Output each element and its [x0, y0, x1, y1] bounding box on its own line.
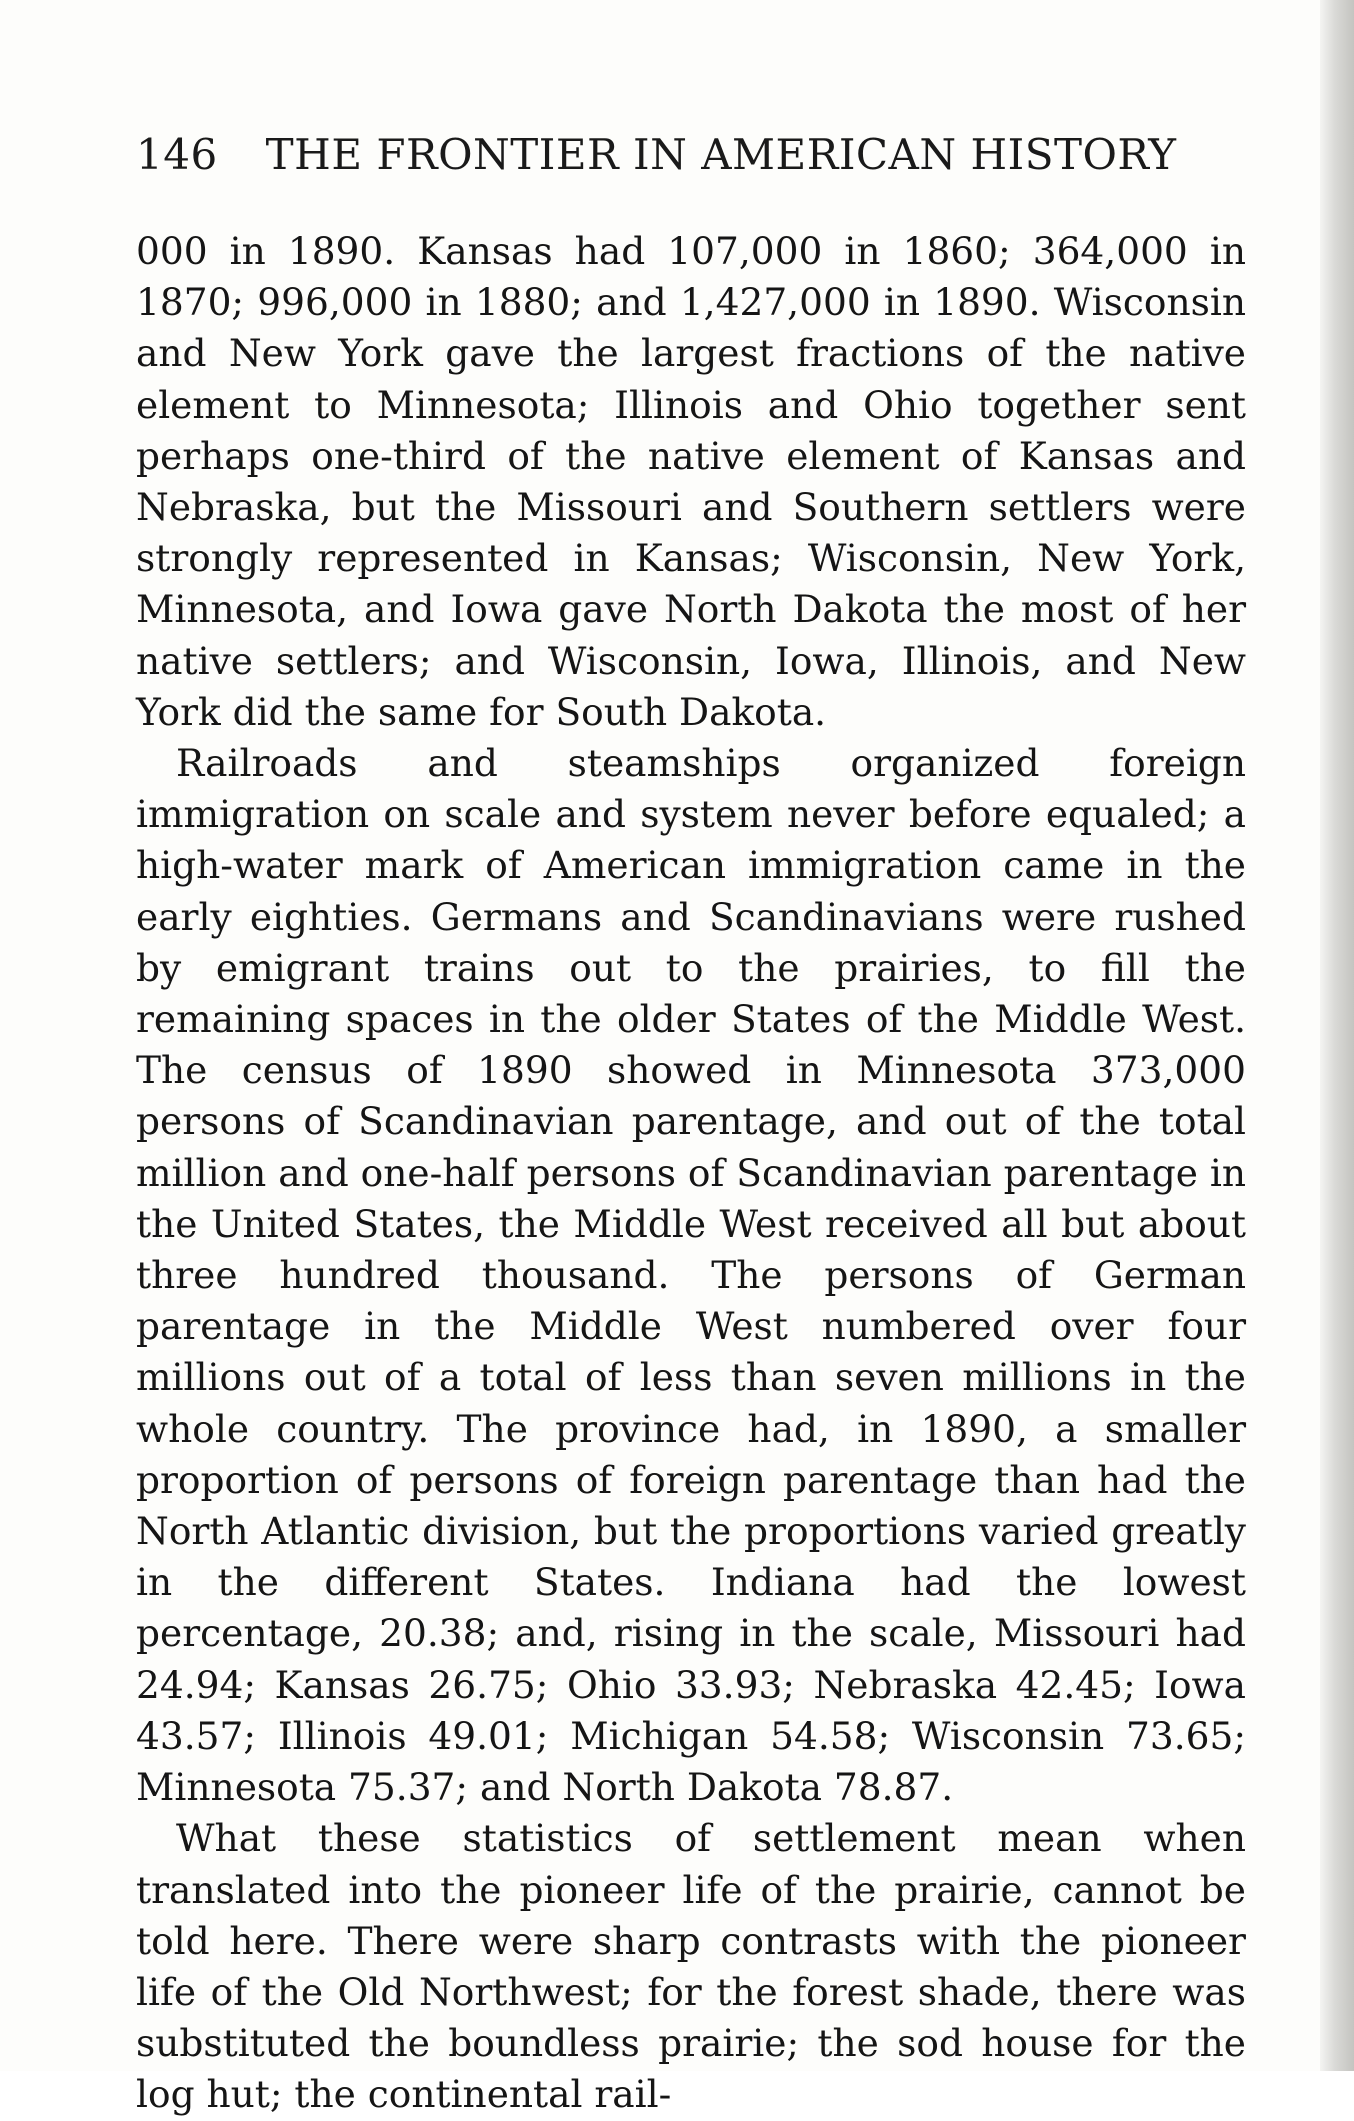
page-header [136, 130, 1246, 179]
running-title: THE FRONTIER IN AMERICAN HISTORY [265, 130, 1177, 179]
paragraph: What these statistics of settlement mean when translated into the pioneer life of the prairie, cannot be told here. There were sharp contrasts with the pioneer life of the Old Northwest; for the forest shade, there was substituted the boundless prairie; the sod house for the log hut; the continental rail- [136, 1816, 1246, 2117]
paragraph: Railroads and steamships organized foreign immigration on scale and system never before equaled; a high-water mark of American immigration came in the early eighties. Germans and Scandinavians were rushed by emigrant trains out to the prairies, to fill the remaining spaces in the older States of the Middle West. The census of 1890 showed in Minnesota 373,000 persons of Scandinavian parentage, and out of the total million and one-half persons of Scandinavian parentage in the United States, the Middle West received all but about three hundred thousand. The persons of German parentage in the Middle West numbered over four millions out of a total of less than seven millions in the whole country. The province had, in 1890, a smaller proportion of persons of foreign parentage than had the North Atlantic division, but the proportions varied greatly in the different States. Indiana had the lowest percentage, 20.38; and, rising in the scale, Missouri had 24.94; Kansas 26.75; Ohio 33.93; Nebraska 42.45; Iowa 43.57; Illinois 49.01; Michigan 54.58; Wisconsin 73.65; Minnesota 75.37; and North Dakota 78.87. [136, 741, 1246, 1810]
page-number: 146 [136, 130, 218, 179]
page-gutter-shadow [1320, 0, 1354, 2071]
paragraph: 000 in 1890. Kansas had 107,000 in 1860; 364,000 in 1870; 996,000 in 1880; and 1,427,000 in 1890. Wisconsin and New York gave the largest fractions of the native element to Minnesota; Illinois and Ohio together sent perhaps one-third of the native element of Kansas and Nebraska, but the Missouri and Southern settlers were strongly represented in Kansas; Wisconsin, New York, Minnesota, and Iowa gave North Dakota the most of her native settlers; and Wisconsin, Iowa, Illinois, and New York did the same for South Dakota. [136, 229, 1246, 734]
body-text [136, 226, 1246, 2121]
